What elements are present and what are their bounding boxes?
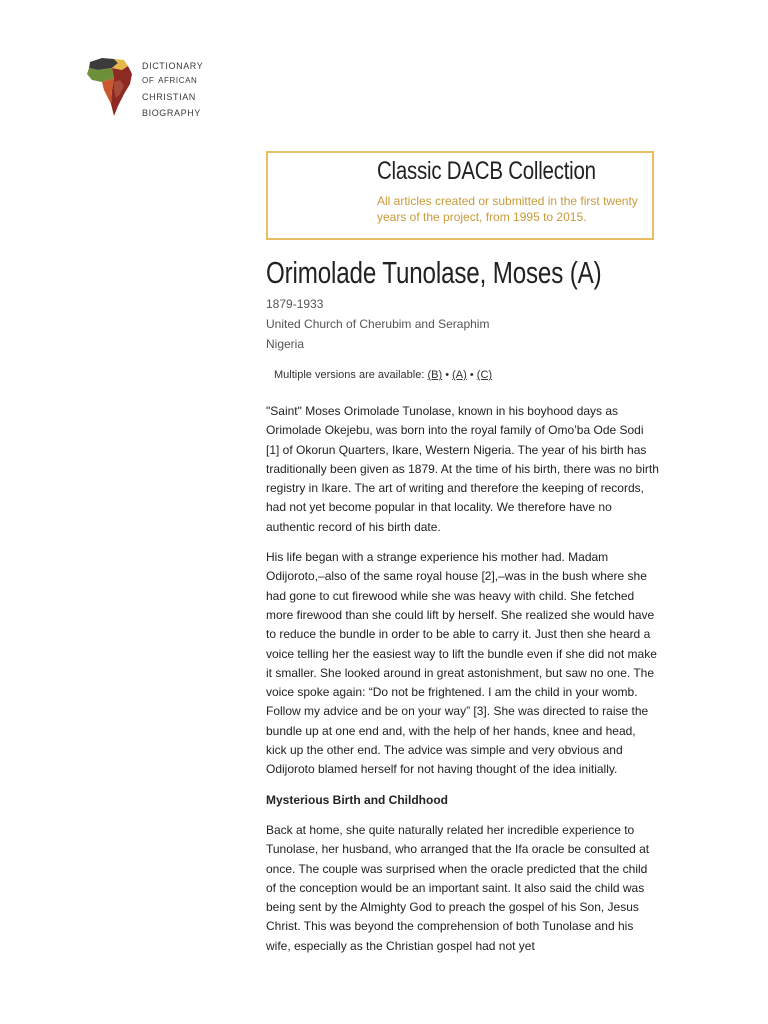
paragraph-3: Back at home, she quite naturally related her incredible experience to Tunolase, her husband, who arranged that the Ifa oracle be consulted at once. The couple was surprised when the oracle predicted that the child of the conception would be an important saint. It also said the child was being sent by the Almighty God to preach the gospel of his Son, Jesus Christ. This was beyond the comprehension of both Tunolase and his wife, especially as the Christian gospel had not yet [266,822,650,953]
collection-description: All articles created or submitted in the first twenty years of the project, from 1995 to 2015. [377,194,638,224]
site-logo[interactable] [84,54,234,120]
paragraph-2: His life began with a strange experience his mother had. Madam Odijoroto,–also of the same royal house [2],–was in the bush where she had gone to cut firewood while she was heavy with child. She fetched more firewood than she could lift by herself. She realized she would have to reduce the bundle in order to be able to carry it. Just then she heard a voice telling her the easiest way to lift the bundle even if she did not make it smaller. She looked around in great astonishment, but saw no one. The voice spoke again: “Do not be frightened. I am the child in your womb. Follow my advice and be on your way” [3]. She was directed to raise the bundle up at one end and, with the help of her hands, knee and head, kick up the other end. The advice was simple and very obvious and Odijoroto blamed herself for not having thought of the idea initially. [266,550,657,777]
logo-line-2: of african [142,73,198,86]
versions-line [274,369,492,381]
africa-map-logo-icon [84,54,140,118]
life-dates: 1879-1933 [266,297,324,311]
logo-line-1: dictionary [142,57,204,72]
version-separator: • [469,369,474,381]
version-separator: • [445,369,450,381]
article-body [266,402,659,967]
version-c-link[interactable]: (C) [476,369,493,381]
logo-line-3: christian [142,88,196,103]
collection-title: Classic DACB Collection [377,157,596,185]
church-name: United Church of Cherubim and Seraphim [266,317,490,331]
logo-wordmark [142,57,203,119]
section-heading: Mysterious Birth and Childhood [266,792,448,807]
country: Nigeria [266,337,305,351]
logo-line-4: biography [142,103,201,119]
collection-banner [266,151,654,240]
article-title: Orimolade Tunolase, Moses (A) [266,255,602,290]
versions-label: Multiple versions are available: [274,369,425,381]
version-b-link[interactable]: (B) [427,369,443,381]
article-meta [266,294,489,354]
paragraph-1: "Saint" Moses Orimolade Tunolase, known in his boyhood days as Orimolade Okejebu, was born into the royal family of Omo’ba Ode Sodi [1] of Okorun Quarters, Ikare, Western Nigeria. The year of his birth has traditionally been given as 1879. At the time of his birth, there was no birth registry in Ikare. The art of writing and therefore the keeping of records, had not yet become popular in that locality. We therefore have no authentic record of his birth date. [266,404,659,534]
version-a-link[interactable]: (A) [452,369,467,381]
